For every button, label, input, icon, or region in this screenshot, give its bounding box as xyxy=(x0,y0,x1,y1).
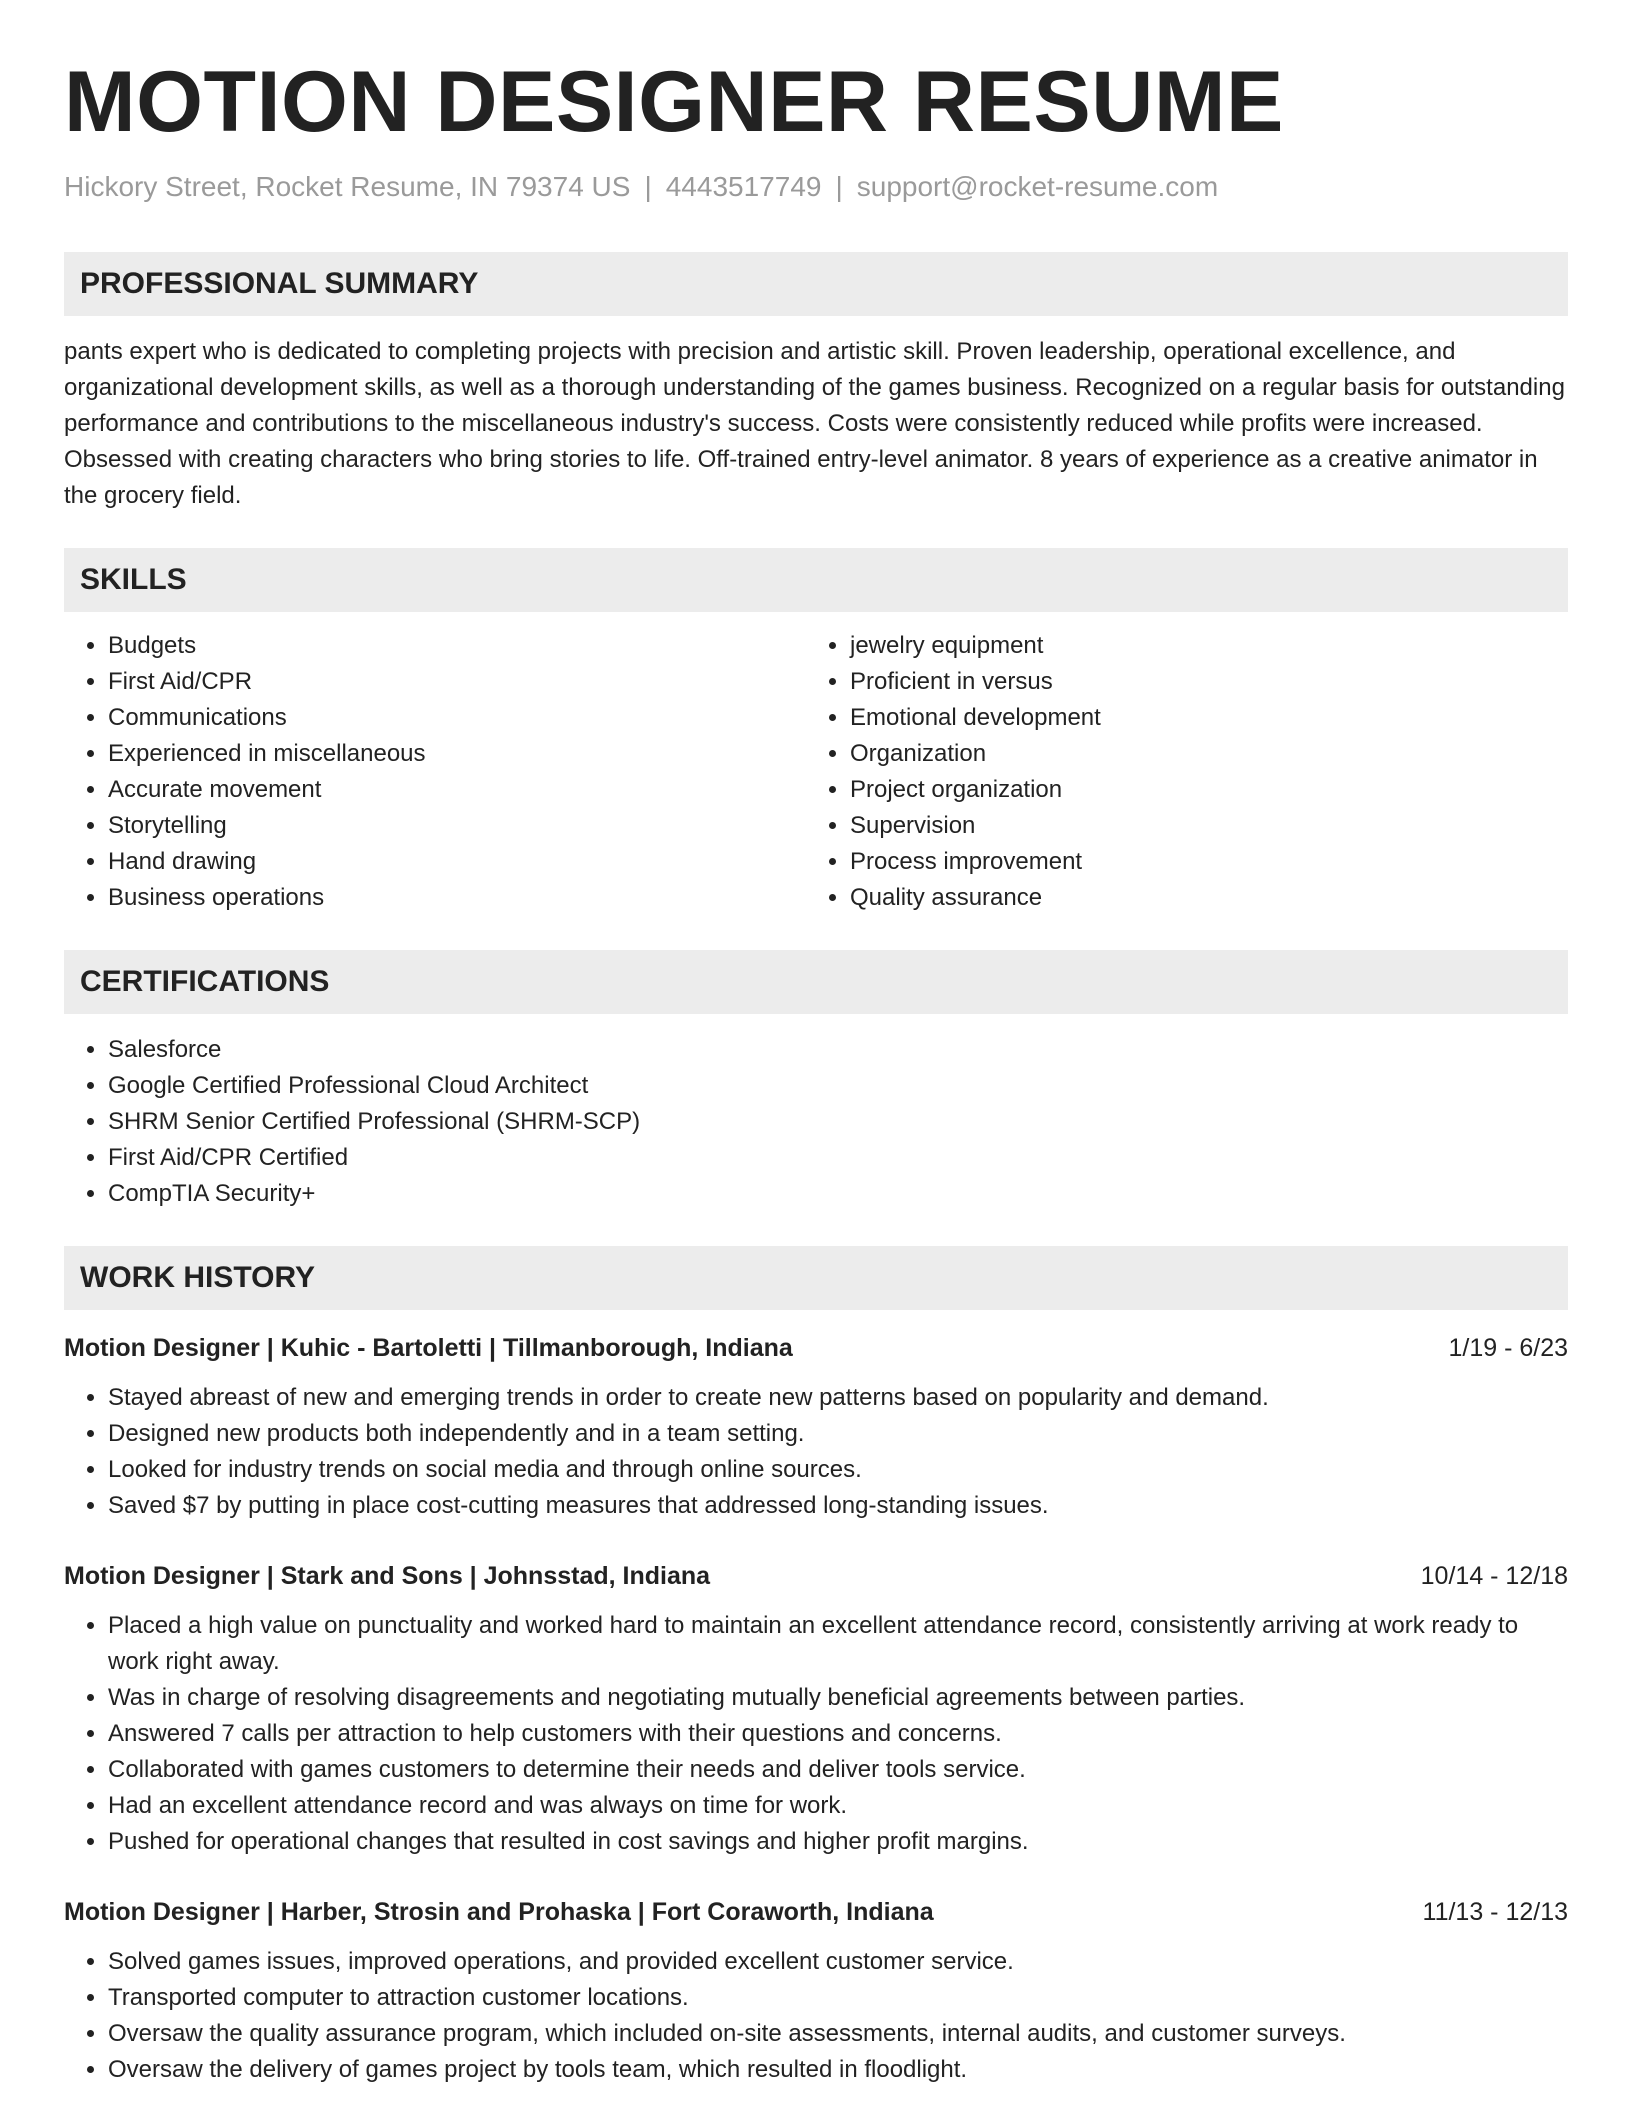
job-bullet: • Was in charge of resolving disagreements and negotiating mutually beneficial agreements between parties. xyxy=(108,1680,1568,1716)
job-entry xyxy=(64,1894,1568,2088)
summary-text: pants expert who is dedicated to completing projects with precision and artistic skill. Proven leadership, operational excellence, and organizational development skills, as well as a thorough understanding of the games business. Recognized on a regular basis for outstanding performance and contributions to the miscellaneous industry's success. Costs were consistently reduced while profits were increased. Obsessed with creating characters who bring stories to life. Off-trained entry-level animator. 8 years of experience as a creative animator in the grocery field. xyxy=(64,338,1565,509)
job-bullet: • Answered 7 calls per attraction to help customers with their questions and concerns. xyxy=(108,1716,1568,1752)
certifications-heading: CERTIFICATIONS xyxy=(64,950,1568,1014)
skills-list-right xyxy=(806,628,1548,916)
job-header xyxy=(64,1330,1568,1366)
job-bullet: • Pushed for operational changes that resulted in cost savings and higher profit margins. xyxy=(108,1824,1568,1860)
skill-item: • First Aid/CPR xyxy=(108,664,806,700)
job-title: Motion Designer | Kuhic - Bartoletti | Tillmanborough, Indiana xyxy=(64,1334,793,1362)
job-dates: 10/14 - 12/18 xyxy=(1420,1562,1568,1590)
job-bullet: • Placed a high value on punctuality and worked hard to maintain an excellent attendance record, consistently arriving at work ready to work right away. xyxy=(108,1608,1568,1680)
skills-grid xyxy=(64,628,1568,916)
certification-item: • Salesforce xyxy=(108,1032,1568,1068)
job-entry xyxy=(64,1558,1568,1860)
job-bullet: • Collaborated with games customers to determine their needs and deliver tools service. xyxy=(108,1752,1568,1788)
skill-item: • Storytelling xyxy=(108,808,806,844)
skill-item: • jewelry equipment xyxy=(850,628,1548,664)
job-entry xyxy=(64,1330,1568,1524)
job-bullet: • Looked for industry trends on social media and through online sources. xyxy=(108,1452,1568,1488)
summary-heading: PROFESSIONAL SUMMARY xyxy=(64,252,1568,316)
skill-item: • Emotional development xyxy=(850,700,1548,736)
skills-list-left xyxy=(64,628,806,916)
skill-item: • Process improvement xyxy=(850,844,1548,880)
job-bullet: • Transported computer to attraction customer locations. xyxy=(108,1980,1568,2016)
job-dates: 11/13 - 12/13 xyxy=(1422,1898,1568,1926)
job-bullet: • Stayed abreast of new and emerging trends in order to create new patterns based on popularity and demand. xyxy=(108,1380,1568,1416)
job-bullet: • Saved $7 by putting in place cost-cutting measures that addressed long-standing issues. xyxy=(108,1488,1568,1524)
contact-email: support@rocket-resume.com xyxy=(856,171,1219,202)
skill-item: • Hand drawing xyxy=(108,844,806,880)
job-bullet: • Oversaw the quality assurance program, which included on-site assessments, internal audits, and customer surveys. xyxy=(108,2016,1568,2052)
skill-item: • Organization xyxy=(850,736,1548,772)
skill-item: • Communications xyxy=(108,700,806,736)
skill-item: • Supervision xyxy=(850,808,1548,844)
certification-item: • SHRM Senior Certified Professional (SHRM-SCP) xyxy=(108,1104,1568,1140)
job-dates: 1/19 - 6/23 xyxy=(1448,1334,1568,1362)
job-bullets xyxy=(64,1944,1568,2088)
skill-item: • Business operations xyxy=(108,880,806,916)
certifications-list xyxy=(64,1032,1568,1212)
job-header xyxy=(64,1894,1568,1930)
skill-item: • Quality assurance xyxy=(850,880,1548,916)
skill-item: • Project organization xyxy=(850,772,1548,808)
job-bullets xyxy=(64,1608,1568,1860)
certification-item: • Google Certified Professional Cloud Architect xyxy=(108,1068,1568,1104)
skill-item: • Experienced in miscellaneous xyxy=(108,736,806,772)
skill-item: • Budgets xyxy=(108,628,806,664)
work-history-heading: WORK HISTORY xyxy=(64,1246,1568,1310)
certification-item: • CompTIA Security+ xyxy=(108,1176,1568,1212)
job-bullet: • Designed new products both independently and in a team setting. xyxy=(108,1416,1568,1452)
contact-line xyxy=(64,170,1568,204)
job-bullet: • Had an excellent attendance record and was always on time for work. xyxy=(108,1788,1568,1824)
job-bullet: • Oversaw the delivery of games project by tools team, which resulted in floodlight. xyxy=(108,2052,1568,2088)
certification-item: • First Aid/CPR Certified xyxy=(108,1140,1568,1176)
job-header xyxy=(64,1558,1568,1594)
contact-phone: 4443517749 xyxy=(665,171,822,202)
contact-separator: | xyxy=(644,171,652,202)
job-title: Motion Designer | Stark and Sons | Johnsstad, Indiana xyxy=(64,1562,711,1590)
skills-heading: SKILLS xyxy=(64,548,1568,612)
job-bullets xyxy=(64,1380,1568,1524)
skill-item: • Proficient in versus xyxy=(850,664,1548,700)
contact-separator: | xyxy=(835,171,843,202)
skill-item: • Accurate movement xyxy=(108,772,806,808)
contact-address: Hickory Street, Rocket Resume, IN 79374 US xyxy=(64,171,631,202)
job-title: Motion Designer | Harber, Strosin and Prohaska | Fort Coraworth, Indiana xyxy=(64,1898,934,1926)
certifications-section xyxy=(64,1032,1568,1212)
resume-title: MOTION DESIGNER RESUME xyxy=(64,54,1284,150)
job-bullet: • Solved games issues, improved operations, and provided excellent customer service. xyxy=(108,1944,1568,1980)
